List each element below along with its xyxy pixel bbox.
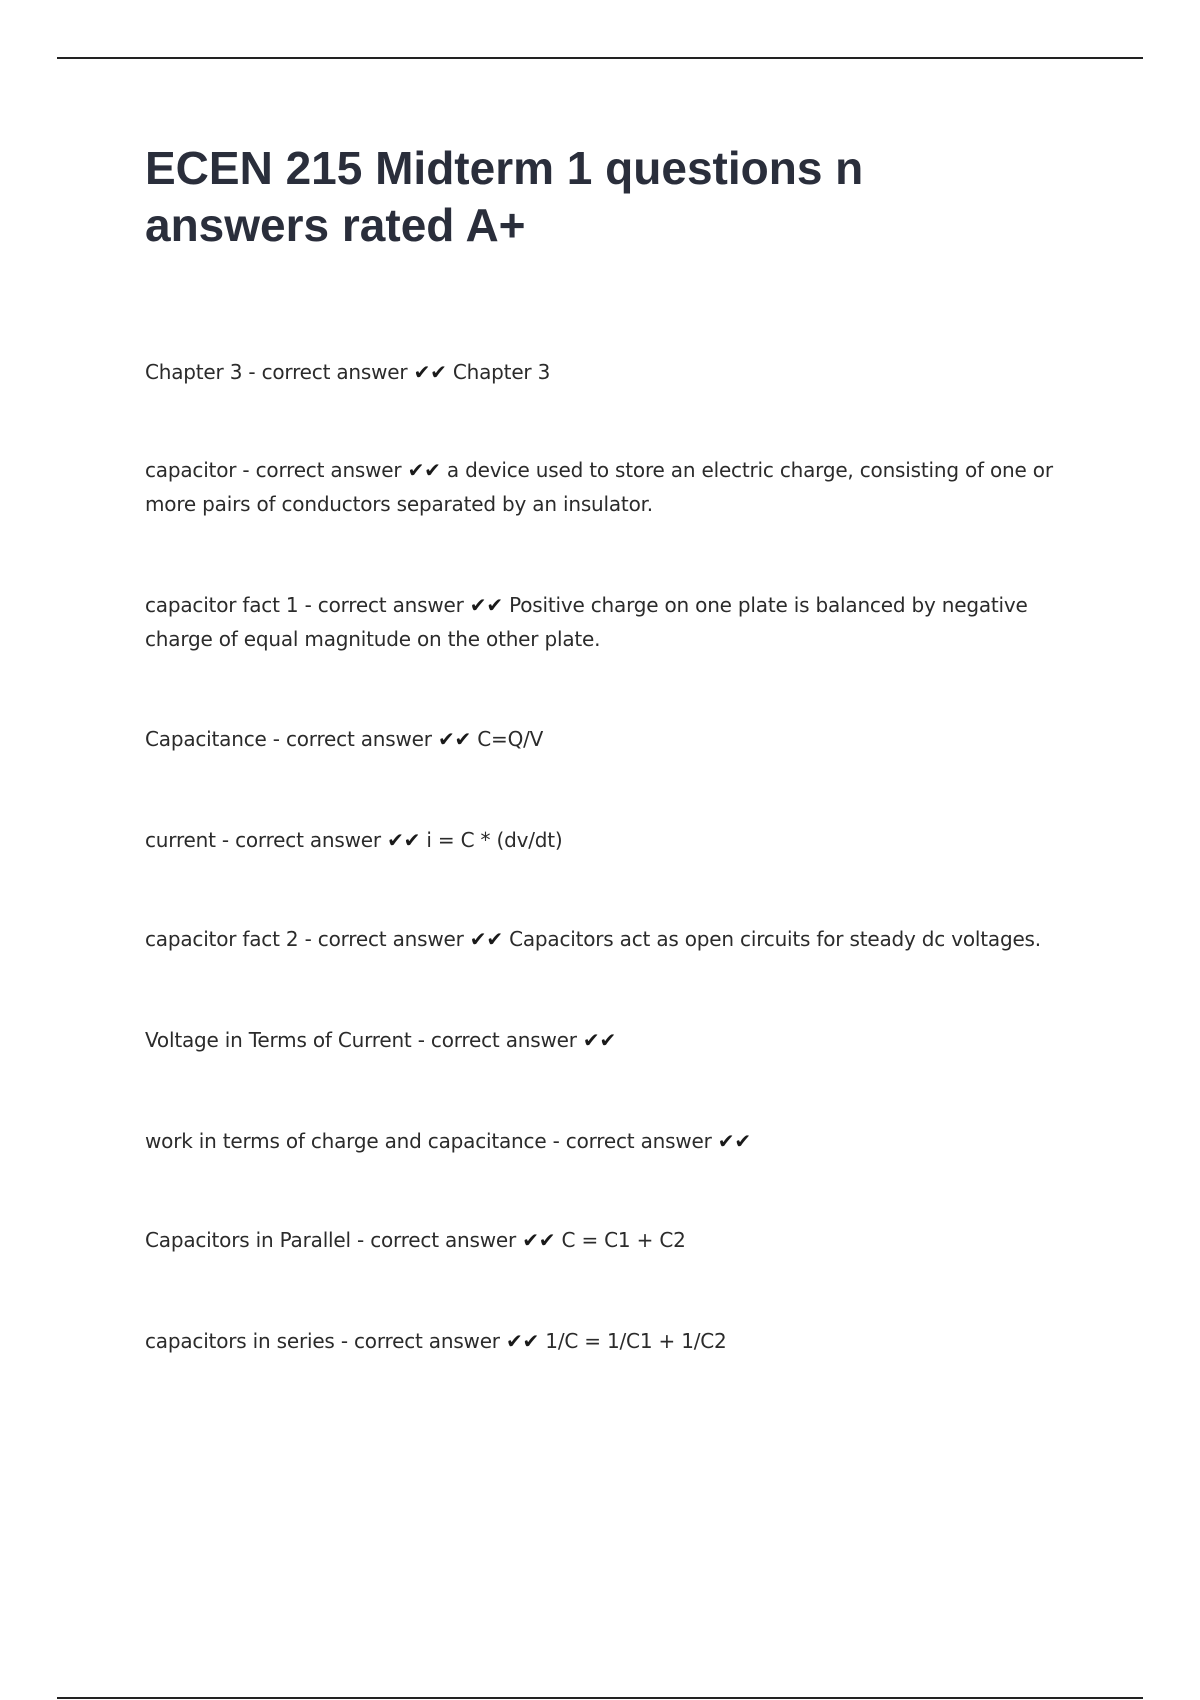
qa-marker: correct answer	[261, 360, 408, 384]
qa-answer: Chapter 3	[452, 360, 551, 384]
qa-separator: -	[236, 458, 256, 482]
qa-item	[145, 922, 1065, 956]
qa-term: current	[145, 828, 216, 852]
qa-term: Chapter 3	[145, 360, 243, 384]
qa-separator: -	[215, 828, 236, 852]
qa-answer: i = C * (dv/dt)	[426, 828, 563, 852]
double-check-icon: ✔✔	[437, 727, 472, 751]
qa-separator: -	[546, 1129, 566, 1153]
qa-marker: correct answer	[317, 593, 464, 617]
qa-marker: correct answer	[354, 1329, 500, 1353]
qa-marker: correct answer	[430, 1028, 577, 1052]
qa-separator: -	[242, 360, 262, 384]
qa-answer: a device used to store an electric charge, consisting of one or more pairs of conductors separated by an insulator.	[145, 458, 1053, 516]
qa-marker: correct answer	[285, 727, 432, 751]
page-title: ECEN 215 Midterm 1 questions n answers rated A+	[145, 142, 864, 251]
qa-marker: correct answer	[317, 927, 464, 951]
qa-term: capacitor fact 2	[145, 927, 299, 951]
qa-separator: -	[266, 727, 286, 751]
double-check-icon: ✔✔	[469, 927, 503, 951]
qa-term: capacitors in series	[145, 1329, 335, 1353]
qa-item	[145, 722, 1065, 756]
qa-item	[145, 1223, 1065, 1257]
qa-item	[145, 823, 1065, 857]
qa-term: capacitor	[145, 458, 237, 482]
document-body	[145, 140, 1065, 1353]
qa-answer: C=Q/V	[477, 727, 544, 751]
qa-item	[145, 1324, 1065, 1358]
qa-term: capacitor fact 1	[145, 593, 299, 617]
qa-term: work in terms of charge and capacitance	[145, 1129, 547, 1153]
qa-marker: correct answer	[235, 828, 381, 852]
qa-answer: Capacitors act as open circuits for steady dc voltages.	[509, 927, 1041, 951]
top-rule	[57, 57, 1143, 59]
double-check-icon: ✔✔	[506, 1329, 540, 1353]
qa-term: Voltage in Terms of Current	[145, 1028, 412, 1052]
double-check-icon: ✔✔	[407, 458, 441, 482]
bottom-rule	[57, 1697, 1143, 1699]
double-check-icon: ✔✔	[413, 360, 447, 384]
qa-marker: correct answer	[255, 458, 402, 482]
qa-separator: -	[334, 1329, 354, 1353]
qa-item	[145, 453, 1065, 521]
qa-separator: -	[411, 1028, 431, 1052]
qa-answer: C = C1 + C2	[561, 1228, 686, 1252]
qa-term: Capacitance	[145, 727, 267, 751]
qa-marker: correct answer	[370, 1228, 517, 1252]
qa-separator: -	[350, 1228, 371, 1252]
qa-term: Capacitors in Parallel	[145, 1228, 351, 1252]
qa-item	[145, 1023, 1065, 1057]
qa-separator: -	[298, 593, 318, 617]
double-check-icon: ✔✔	[717, 1129, 751, 1153]
qa-marker: correct answer	[565, 1129, 712, 1153]
double-check-icon: ✔✔	[387, 828, 421, 852]
qa-item	[145, 355, 1065, 389]
qa-answer: Positive charge on one plate is balanced by negative charge of equal magnitude on the other plate.	[145, 593, 1028, 651]
qa-item	[145, 1124, 1065, 1158]
qa-item	[145, 588, 1065, 656]
double-check-icon: ✔✔	[469, 593, 503, 617]
qa-answer: 1/C = 1/C1 + 1/C2	[545, 1329, 727, 1353]
double-check-icon: ✔✔	[522, 1228, 556, 1252]
double-check-icon: ✔✔	[582, 1028, 617, 1052]
qa-separator: -	[298, 927, 318, 951]
